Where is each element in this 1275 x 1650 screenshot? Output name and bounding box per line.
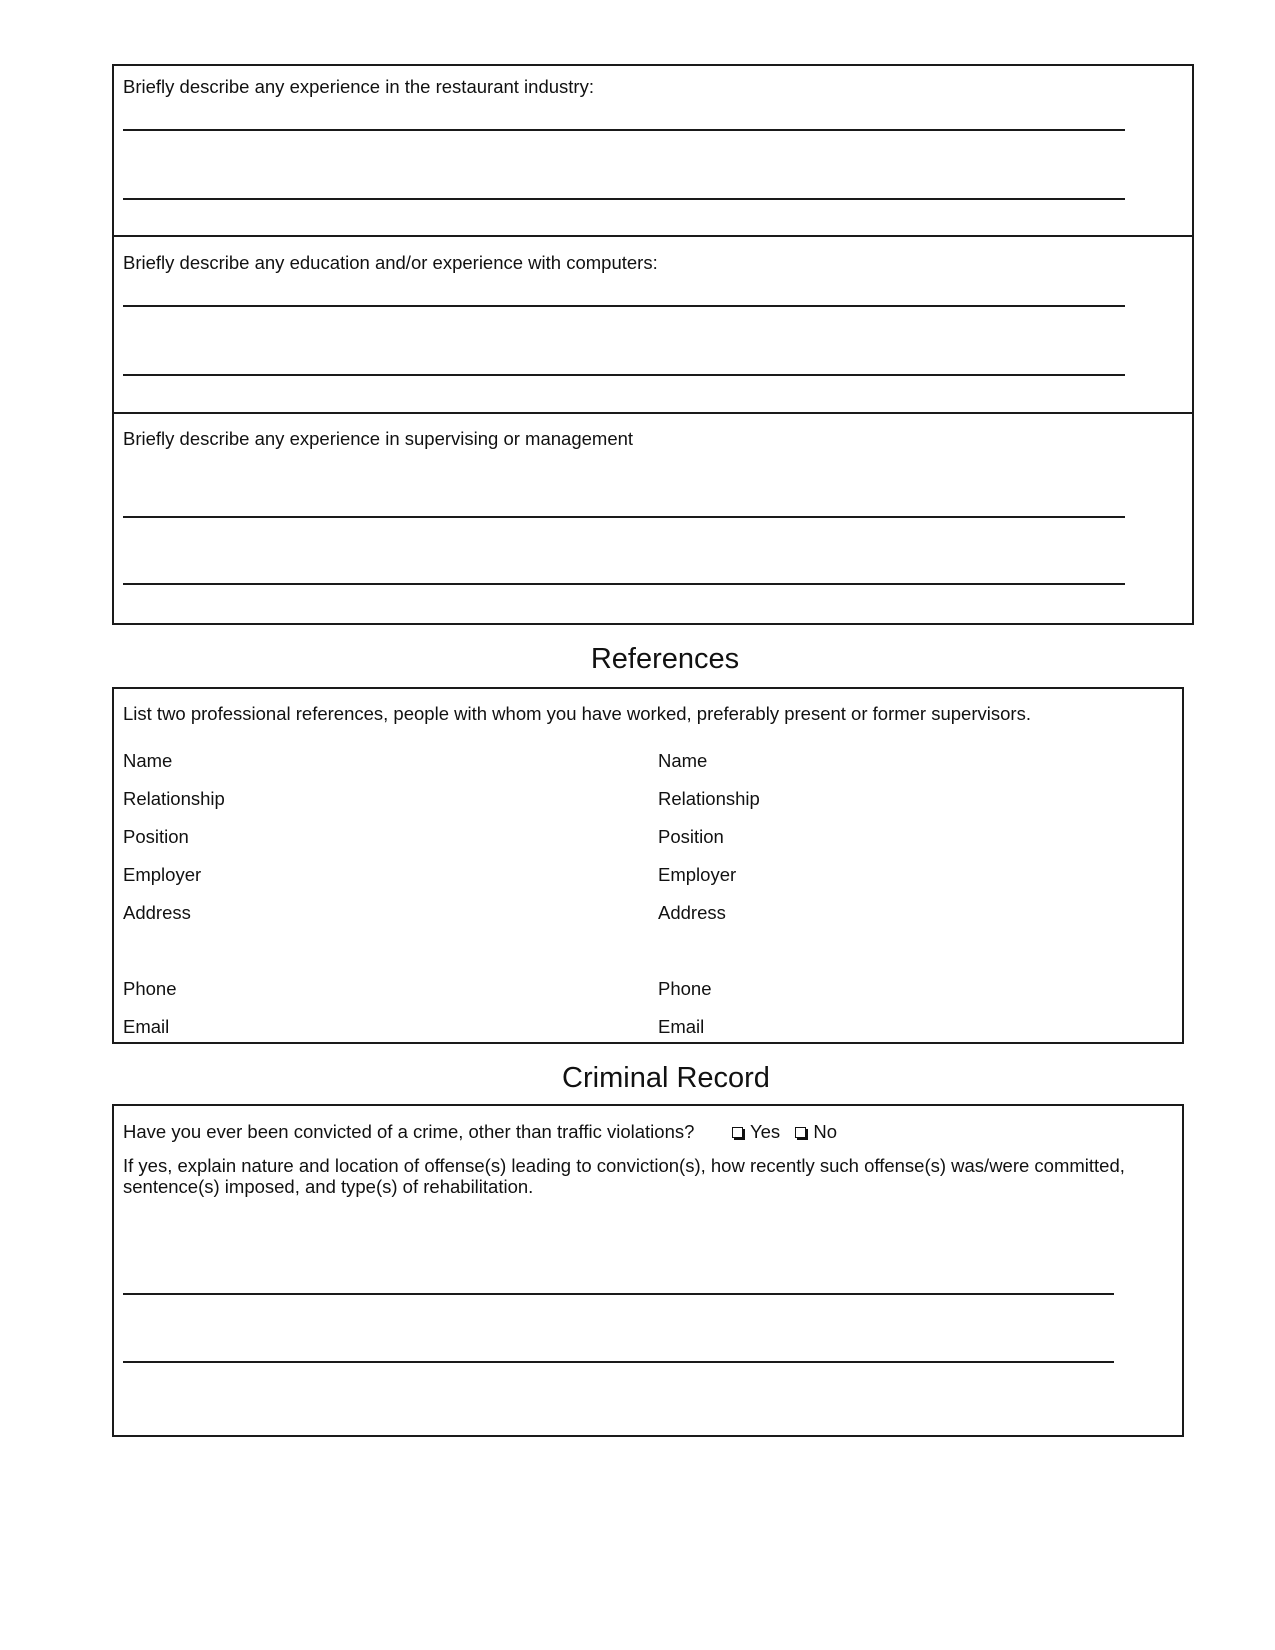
ref1-name-label[interactable]: Name <box>123 750 173 771</box>
management-experience-line-2[interactable] <box>123 583 1125 585</box>
conviction-explain-line-1[interactable] <box>123 1293 1114 1295</box>
yes-label: Yes <box>750 1121 781 1142</box>
ref2-employer-label[interactable]: Employer <box>658 864 737 885</box>
conviction-question: Have you ever been convicted of a crime, other than traffic violations? <box>123 1121 695 1142</box>
criminal-record-heading: Criminal Record <box>562 1062 770 1094</box>
computer-experience-label: Briefly describe any education and/or experience with computers: <box>123 252 658 273</box>
management-experience-line-1[interactable] <box>123 516 1125 518</box>
experience-box <box>112 64 1194 625</box>
ref1-address-label[interactable]: Address <box>123 902 191 923</box>
ref2-name-label[interactable]: Name <box>658 750 708 771</box>
ref1-position-label[interactable]: Position <box>123 826 189 847</box>
no-checkbox[interactable] <box>795 1121 837 1142</box>
section-divider <box>112 235 1194 237</box>
conviction-explain-line-2[interactable] <box>123 1361 1114 1363</box>
section-divider <box>112 412 1194 414</box>
ref2-phone-label[interactable]: Phone <box>658 978 712 999</box>
ref1-relationship-label[interactable]: Relationship <box>123 788 225 809</box>
ref2-position-label[interactable]: Position <box>658 826 724 847</box>
yes-checkbox[interactable] <box>732 1121 780 1142</box>
computer-experience-line-2[interactable] <box>123 374 1125 376</box>
ref2-relationship-label[interactable]: Relationship <box>658 788 760 809</box>
references-box <box>112 687 1184 1044</box>
references-heading: References <box>590 643 740 675</box>
ref1-email-label[interactable]: Email <box>123 1016 170 1037</box>
conviction-options <box>732 1121 837 1142</box>
computer-experience-line-1[interactable] <box>123 305 1125 307</box>
ref1-phone-label[interactable]: Phone <box>123 978 177 999</box>
ref2-address-label[interactable]: Address <box>658 902 726 923</box>
no-label: No <box>813 1121 837 1142</box>
restaurant-experience-label: Briefly describe any experience in the restaurant industry: <box>123 76 594 97</box>
conviction-explain-instructions: If yes, explain nature and location of offense(s) leading to conviction(s), how recently such offense(s) was/were committed, sentence(s) imposed, and type(s) of rehabilitation. <box>123 1155 1125 1197</box>
checkbox-icon[interactable] <box>732 1127 743 1138</box>
ref2-email-label[interactable]: Email <box>658 1016 705 1037</box>
criminal-record-box <box>112 1104 1184 1437</box>
checkbox-icon[interactable] <box>795 1127 806 1138</box>
references-intro: List two professional references, people with whom you have worked, preferably present or former supervisors. <box>123 703 1031 724</box>
ref1-employer-label[interactable]: Employer <box>123 864 202 885</box>
management-experience-label: Briefly describe any experience in supervising or management <box>123 428 634 449</box>
restaurant-experience-line-1[interactable] <box>123 129 1125 131</box>
restaurant-experience-line-2[interactable] <box>123 198 1125 200</box>
